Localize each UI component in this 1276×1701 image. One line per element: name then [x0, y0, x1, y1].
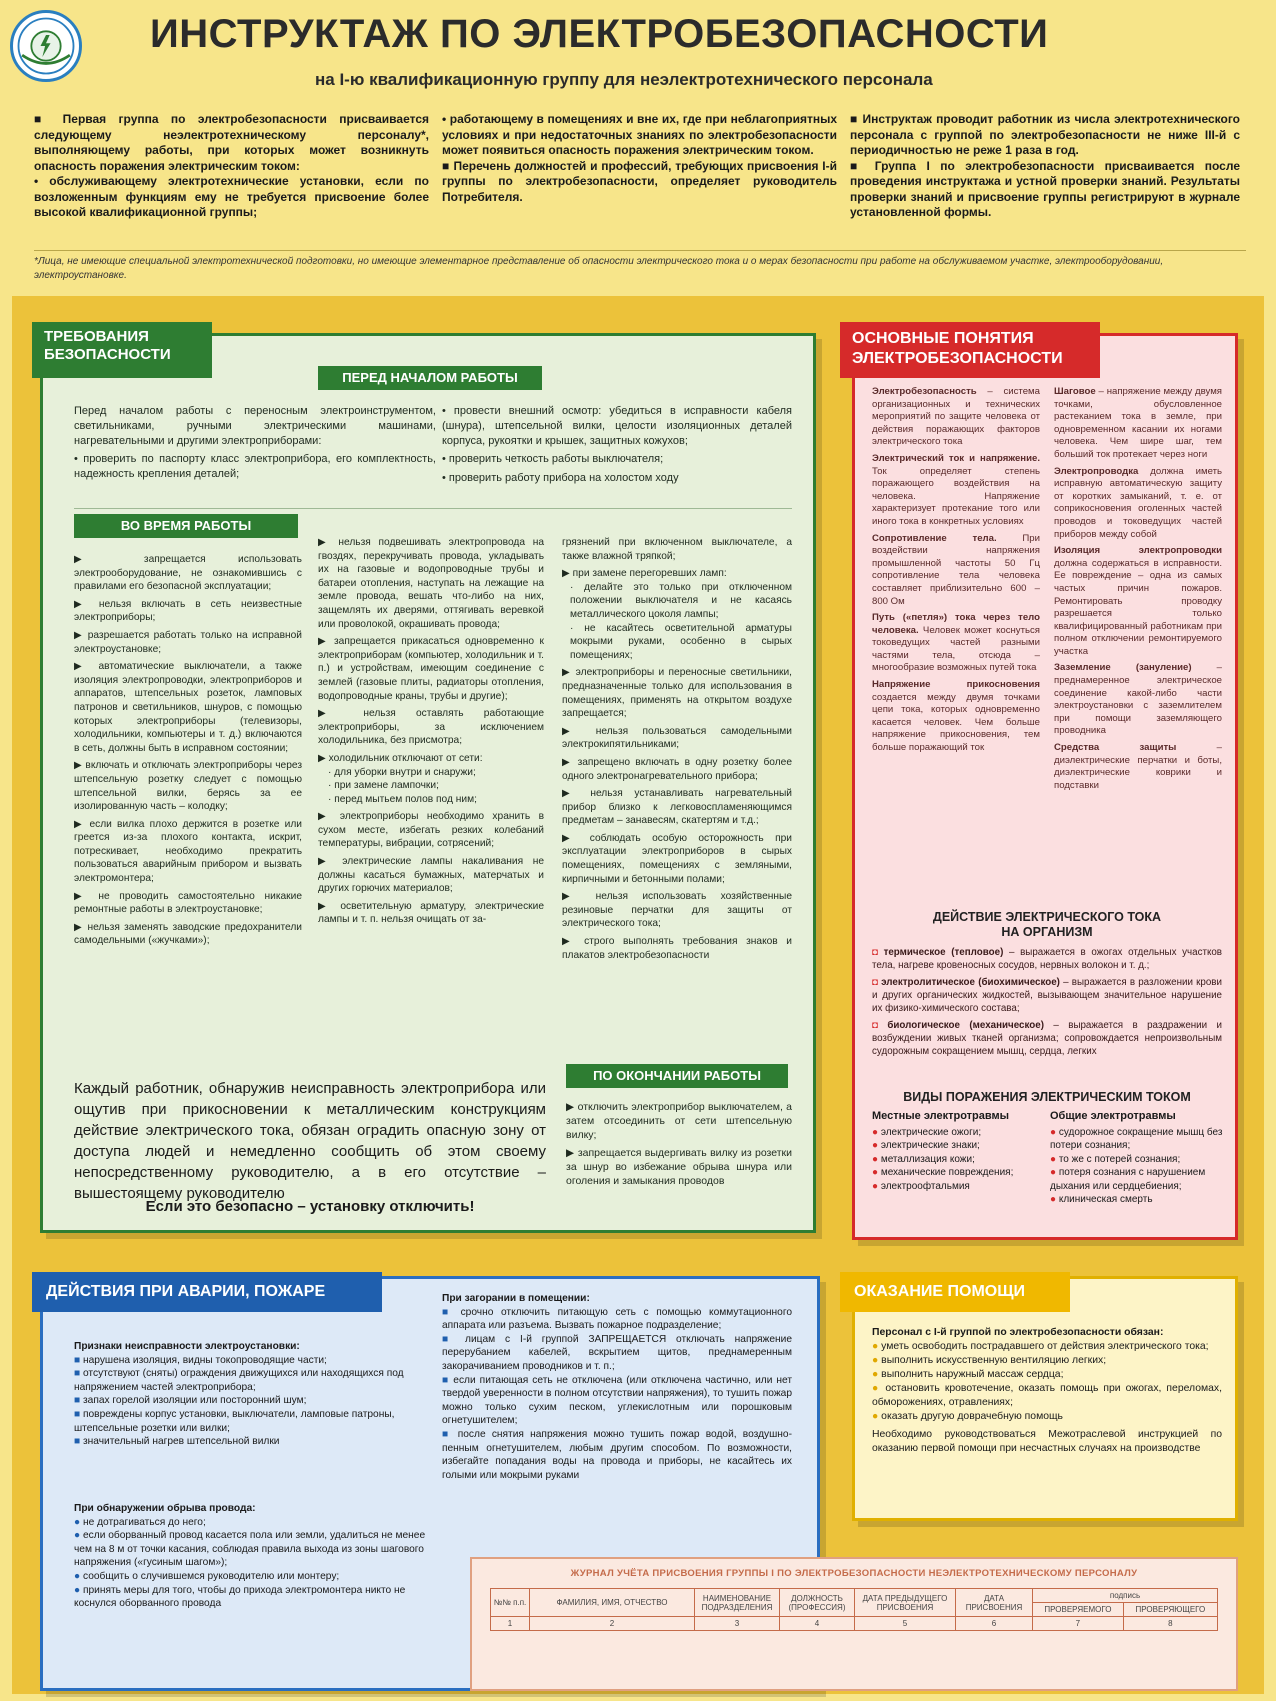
aid-item — [872, 1354, 1222, 1368]
concept-item — [872, 679, 1040, 755]
intro-column-1 — [34, 112, 429, 221]
aid-item — [872, 1410, 1222, 1424]
fault-item — [74, 1408, 436, 1435]
intro-paragraph: ■ Группа I по электробезопасности присваивается после проведения инструктажа и устной проверки знаний. Результаты проверки знаний и присвоение группы регистрируют в журнале установленной формы. — [850, 158, 1240, 219]
rule-item: · делайте это только при отключенном положении выключателя и не касаясь металлического цоколя лампы; — [570, 581, 792, 620]
concept-term: Средства защиты — [1054, 742, 1177, 754]
injury-text: механические повреждения; — [880, 1167, 1014, 1178]
dot-bullet-icon: ● — [872, 1140, 881, 1151]
rule-item: ▶ нельзя заменять заводские предохранители самодельными («жучками»); — [74, 921, 302, 947]
concept-text: – диэлектрические перчатки и боты, диэлектрические коврики и подставки — [1054, 742, 1222, 791]
rule-item: ▶ запрещается выдергивать вилку из розетки за шнур во избежание обрыва шнура или оголения и замыкания проводов — [566, 1147, 792, 1187]
fire-text: лицам с I-й группой ЗАПРЕЩАЕТСЯ отключать напряжение перерубанием кабелей, вскрытием щитов, преднамеренным закорачиванием проводников и т. п.; — [442, 1333, 793, 1372]
aid-text: уметь освободить пострадавшего от действия электрического тока; — [881, 1341, 1209, 1352]
concept-item — [1054, 466, 1222, 542]
page-title: ИНСТРУКТАЖ ПО ЭЛЕКТРОБЕЗОПАСНОСТИ — [150, 12, 1049, 56]
fault-text: запах горелой изоляции или посторонний шум; — [82, 1395, 307, 1407]
fault-item — [74, 1367, 436, 1394]
action-item — [872, 976, 1222, 1015]
local-injuries-title: Местные электротравмы — [872, 1110, 1010, 1122]
journal-table-wrap — [490, 1588, 1218, 1631]
aid-text: остановить кровотечение, оказать помощь при ожогах, переломах, обморожениях, отравлениях; — [872, 1383, 1222, 1408]
after-work-heading: ПО ОКОНЧАНИИ РАБОТЫ — [566, 1064, 788, 1088]
during-work-column-2 — [318, 536, 544, 931]
table-header-cell: ДОЛЖНОСТЬ (ПРОФЕССИЯ) — [780, 1589, 855, 1617]
rule-item: · не касайтесь осветительной арматуры мокрыми руками, особенно в сырых помещениях; — [570, 622, 792, 661]
rule-item: · перед мытьем полов под ним; — [328, 793, 477, 805]
concept-text: – система организационных и технических мероприятий по защите человека от действия поражающих факторов электрического тока — [872, 386, 1040, 448]
tab-line: ОСНОВНЫЕ ПОНЯТИЯ — [852, 330, 1034, 347]
concept-term: Электробезопасность — [872, 386, 977, 397]
journal-title: ЖУРНАЛ УЧЁТА ПРИСВОЕНИЯ ГРУППЫ I ПО ЭЛЕКТРОБЕЗОПАСНОСТИ НЕЭЛЕКТРОТЕХНИЧЕСКОМУ ПЕРСОНАЛУ — [570, 1568, 1138, 1579]
dot-bullet-icon: ● — [1050, 1126, 1059, 1138]
dot-bullet-icon: ● — [872, 1355, 882, 1366]
concept-item — [1054, 545, 1222, 658]
aid-item — [872, 1340, 1222, 1354]
table-row — [491, 1617, 1218, 1631]
break-item — [74, 1529, 436, 1570]
text-paragraph: • проверить четкость работы выключателя; — [442, 453, 664, 466]
fire-item — [442, 1333, 792, 1374]
square-bullet-icon: ◘ — [872, 1020, 888, 1031]
action-item — [872, 1019, 1222, 1058]
table-header-cell: ПРОВЕРЯЮЩЕГО — [1123, 1603, 1217, 1617]
break-item — [74, 1570, 436, 1584]
concept-text: должна содержаться в исправности. Ее повреждение – одна из самых частых причин пожаров. Ремонтировать проводку разрешается только квалифицированный работникам при полном отключении ремонтируемого участка — [1054, 557, 1222, 657]
table-header-cell: НАИМЕНОВАНИЕ ПОДРАЗДЕЛЕНИЯ — [695, 1589, 780, 1617]
rule-item: ▶ нельзя оставлять работающие электроприборы, за исключением холодильника, без присмотра; — [318, 708, 544, 747]
rule-item: ▶ запрещается использовать электрооборудование, не ознакомившись с правилами его безопасной эксплуатации; — [74, 554, 302, 593]
action-text: – выражается в разложении крови и других органических жидкостей, вызывающем значительное нарушение их физико-химического состава; — [872, 977, 1222, 1014]
injury-text: потеря сознания с нарушением дыхания или сердцебиения; — [1050, 1167, 1206, 1192]
fire-text: если питающая сеть не отключена (или отключена частично, или нет твердой уверенности в полном отсутствии напряжения), то тушить пожар можно только сухим песком, углекислотным или порошковым огнетушителем; — [442, 1374, 793, 1427]
first-aid-note: Необходимо руководствоваться Межотраслевой инструкцией по оказанию первой помощи при несчастных случаях на производстве — [872, 1429, 1222, 1454]
rule-item: ▶ нельзя подвешивать электропровода на гвоздях, перекручивать провода, укладывать их на газовые и водопроводные трубы и батареи отопления, наступать на лежащие на земле провода, вешать что-либо на них, защемлять их дверями, оттягивать веревкой или проволокой, окрашивать провода; — [318, 537, 544, 630]
footnote: *Лица, не имеющие специальной электротехнической подготовки, но имеющие элементарное представление об опасности электрического тока и о мерах безопасности при работе на обслуживаемом участке, электрооборудовании, электроустановке. — [34, 250, 1246, 283]
table-header-cell: №№ п.п. — [491, 1589, 530, 1617]
intro-paragraph: ■ Первая группа по электробезопасности присваивается следующему неэлектротехническому персоналу*, выполняющему работы, при которых может возникнуть опасность поражения электрическим током: — [34, 112, 429, 173]
dot-bullet-icon: ● — [872, 1369, 882, 1380]
fault-text: значительный нагрев штепсельной вилки — [82, 1436, 280, 1448]
fire-item — [442, 1428, 792, 1482]
fire-text: срочно отключить питающую сеть с помощью коммутационного аппарата или разъема. Вызвать пожарное подразделение; — [442, 1306, 792, 1332]
fault-item — [74, 1354, 436, 1368]
square-bullet-icon: ◘ — [872, 947, 884, 958]
square-bullet-icon: ■ — [442, 1306, 461, 1318]
intro-column-3 — [850, 112, 1240, 221]
fault-text: нарушена изоляция, видны токопроводящие части; — [82, 1354, 327, 1366]
concept-term: Заземление (зануление) — [1054, 662, 1192, 674]
first-aid-tab: ОКАЗАНИЕ ПОМОЩИ — [840, 1272, 1070, 1312]
rule-item: ▶ осветительную арматуру, электрические лампы и т. п. нельзя очищать от за- — [318, 900, 544, 926]
dot-bullet-icon: ● — [872, 1341, 882, 1352]
injury-item — [1050, 1153, 1224, 1167]
rule-item: ▶ строго выполнять требования знаков и плакатов электробезопасности — [562, 936, 792, 961]
square-bullet-icon: ■ — [442, 1333, 466, 1345]
rule-item: ▶ холодильник отключают от сети: — [318, 752, 483, 764]
rule-item: ▶ электроприборы и переносные светильники, предназначенные только для использования в помещениях, применять на открытом воздухе запрещается; — [562, 667, 792, 720]
during-work-column-1 — [74, 553, 302, 952]
dot-bullet-icon: ● — [74, 1584, 83, 1596]
tab-line: БЕЗОПАСНОСТИ — [44, 346, 171, 363]
intro-paragraph: • обслуживающему электротехнические установки, если по возложенным функциям ему не требуется присвоение более высокой квалификационной группы; — [34, 174, 429, 219]
fault-item — [74, 1394, 436, 1408]
text-paragraph: • проверить работу прибора на холостом ходу — [442, 472, 679, 485]
concept-item — [1054, 742, 1222, 792]
break-item — [74, 1584, 436, 1611]
before-work-left — [74, 404, 436, 486]
warning-text: Каждый работник, обнаружив неисправность электроприбора или ощутив при прикосновении к металлическим конструкциям действие электрического тока, обязан оградить опасную зону от доступа людей и немедленно сообщить об этом своему непосредственному руководителю, а в его отсутствие – вышестоящему руководителю — [74, 1080, 546, 1202]
injury-text: клиническая смерть — [1058, 1194, 1153, 1205]
rule-item: ▶ нельзя устанавливать нагревательный прибор близко к легковоспламеняющимся предметам – занавесям, скатертям и т.д.; — [562, 788, 792, 827]
square-bullet-icon: ■ — [74, 1354, 83, 1366]
dot-bullet-icon: ● — [872, 1167, 881, 1178]
injury-item — [872, 1166, 1042, 1180]
injury-item — [872, 1180, 1042, 1194]
rule-item: ▶ нельзя использовать хозяйственные резиновые перчатки для защиты от электрического тока; — [562, 891, 792, 930]
table-cell: 7 — [1033, 1617, 1124, 1631]
action-term: электролитическое (биохимическое) — [881, 977, 1060, 988]
dot-bullet-icon: ● — [74, 1570, 83, 1582]
safety-requirements-tab — [32, 322, 212, 378]
fire-actions — [442, 1292, 792, 1482]
square-bullet-icon: ■ — [74, 1368, 83, 1380]
concept-term: Напряжение прикосновения — [872, 679, 1040, 691]
rule-item: грязнений при включенном выключателе, а также влажной тряпкой; — [562, 537, 792, 562]
table-cell: 2 — [530, 1617, 695, 1631]
break-item — [74, 1516, 436, 1530]
rule-item: ▶ электроприборы необходимо хранить в сухом месте, избегать резких колебаний температуры, вибрации, сотрясений; — [318, 811, 544, 850]
injury-item — [1050, 1193, 1224, 1207]
fault-text: отсутствуют (сняты) ограждения движущихся или находящихся под напряжением частей электроприбора; — [74, 1368, 404, 1393]
intro-paragraph: • работающему в помещениях и вне их, где при неблагоприятных условиях и при недостаточных знаниях по электробезопасности может появиться опасность поражения электрическим током. — [442, 112, 837, 157]
aid-item — [872, 1368, 1222, 1382]
table-header-cell: ДАТА ПРЕДЫДУЩЕГО ПРИСВОЕНИЯ — [855, 1589, 956, 1617]
square-bullet-icon: ■ — [74, 1408, 83, 1420]
action-text: – выражается в ожогах отдельных участков тела, нагреве кровеносных сосудов, нервных волокон и т. д.; — [872, 947, 1223, 971]
general-injuries — [1050, 1110, 1224, 1207]
table-cell: 1 — [491, 1617, 530, 1631]
dot-bullet-icon: ● — [1050, 1153, 1059, 1165]
table-header-cell: ДАТА ПРИСВОЕНИЯ — [956, 1589, 1033, 1617]
break-text: не дотрагиваться до него; — [82, 1516, 206, 1528]
text-paragraph: Перед началом работы с переносным электроинструментом, светильниками, ручными электрическими машинами, нагревательными и другими электроприборами: — [74, 405, 436, 447]
concept-term: Электрический ток и напряжение. — [872, 452, 1040, 464]
text-paragraph: • проверить по паспорту класс электроприбора, его комплектность, надежность крепления деталей; — [74, 453, 436, 481]
injury-text: электрические ожоги; — [880, 1126, 982, 1138]
rule-item: · при замене лампочки; — [328, 780, 439, 792]
concept-text: – преднамеренное электрическое соединение какой-либо части электроустановки с заземлителем при помощи заземляющего проводника — [1054, 662, 1222, 737]
injury-text: то же с потерей сознания; — [1058, 1153, 1181, 1165]
break-text: принять меры для того, чтобы до прихода электромонтера никто не коснулся оборванного провода — [74, 1584, 406, 1610]
concept-text: создается между двумя точками цепи тока, которых одновременно касается человек. Чем больше напряжение прикосновения, тем больше поражающий ток — [872, 691, 1040, 754]
concept-term: Изоляция электропроводки — [1054, 545, 1222, 557]
tab-line: ЭЛЕКТРОБЕЗОПАСНОСТИ — [852, 350, 1063, 367]
square-bullet-icon: ■ — [442, 1428, 458, 1440]
current-action-list — [872, 946, 1222, 1062]
concepts-right-column — [1054, 386, 1222, 796]
concept-item — [872, 453, 1040, 529]
intro-paragraph: ■ Инструктаж проводит работник из числа электротехнического персонала с группой по электробезопасности не ниже III-й с периодичностью не реже 1 раза в год. — [850, 112, 1240, 157]
first-aid-intro: Персонал с I-й группой по электробезопасности обязан: — [872, 1327, 1164, 1338]
table-cell: 3 — [695, 1617, 780, 1631]
table-cell: 5 — [855, 1617, 956, 1631]
general-injuries-title: Общие электротравмы — [1050, 1110, 1176, 1122]
wire-break — [74, 1502, 436, 1611]
current-action-heading — [872, 910, 1222, 940]
heading-line: НА ОРГАНИЗМ — [1001, 925, 1093, 939]
rule-item: ▶ не проводить самостоятельно никакие ремонтные работы в электроустановке; — [74, 890, 302, 916]
concept-item — [1054, 386, 1222, 462]
action-term: термическое (тепловое) — [883, 947, 1004, 958]
concept-term: Путь («петля») тока через тело человека. — [872, 612, 1040, 636]
emergency-tab: ДЕЙСТВИЯ ПРИ АВАРИИ, ПОЖАРЕ — [32, 1272, 382, 1312]
table-header-cell: ФАМИЛИЯ, ИМЯ, ОТЧЕСТВО — [530, 1589, 695, 1617]
dot-bullet-icon: ● — [872, 1180, 881, 1192]
local-injuries — [872, 1110, 1042, 1193]
square-bullet-icon: ■ — [74, 1395, 83, 1407]
concept-item — [872, 533, 1040, 609]
concept-item — [872, 612, 1040, 675]
rule-item: ▶ запрещено включать в одну розетку более одного электронагревательного прибора; — [562, 756, 792, 782]
rule-item: ▶ соблюдать особую осторожность при эксплуатации электроприборов в сырых помещениях, помещениях с земляными, кирпичными и бетонными полами; — [562, 832, 792, 885]
dot-bullet-icon: ● — [872, 1126, 881, 1138]
divider — [74, 508, 792, 509]
fire-text: после снятия напряжения можно тушить пожар водой, воздушно-пенным огнетушителем, любым другим способом. По возможности, избегайте попадания воды на провода и приборы, не касайтесь их голыми или мокрыми руками — [442, 1428, 792, 1481]
action-item — [872, 946, 1222, 972]
square-bullet-icon: ■ — [442, 1374, 454, 1386]
dot-bullet-icon: ● — [1050, 1167, 1059, 1178]
injury-item — [872, 1126, 1042, 1140]
intro-column-2 — [442, 112, 837, 205]
fault-signs-title: Признаки неисправности электроустановки: — [74, 1341, 300, 1352]
dot-bullet-icon: ● — [74, 1516, 83, 1528]
basic-concepts-tab — [840, 322, 1100, 378]
concept-text: – напряжение между двумя точками, обусловленное растеканием тока в земле, при одновременном касании их ногами человека. Чем шире шаг, тем больший ток протекает через ноги — [1054, 386, 1222, 460]
rule-item: ▶ электрические лампы накаливания не должны касаться бумажных, матерчатых и других горючих материалов; — [318, 856, 544, 895]
aid-text: оказать другую доврачебную помощь — [881, 1411, 1063, 1422]
concept-term: Сопротивление тела. — [872, 532, 997, 544]
injury-text: электрические знаки; — [880, 1140, 980, 1151]
injury-item — [872, 1153, 1042, 1167]
injury-item — [872, 1139, 1042, 1153]
rule-item: ▶ разрешается работать только на исправной электроустановке; — [74, 629, 302, 655]
logo-emblem-icon — [13, 13, 79, 79]
dot-bullet-icon: ● — [872, 1411, 882, 1422]
fire-item — [442, 1374, 792, 1428]
concept-item — [1054, 662, 1222, 738]
fault-text: повреждены корпус установки, выключатели, ламповые патроны, штепсельные розетки или вилки; — [74, 1408, 395, 1434]
aid-text: выполнить искусственную вентиляцию легких; — [881, 1355, 1107, 1366]
during-work-heading: ВО ВРЕМЯ РАБОТЫ — [74, 514, 298, 538]
dot-bullet-icon: ● — [872, 1153, 881, 1165]
rule-item: ▶ отключить электроприбор выключателем, а затем отсоединить от сети штепсельную вилку; — [566, 1101, 792, 1141]
injury-text: металлизация кожи; — [880, 1153, 975, 1165]
fire-title: При загорании в помещении: — [442, 1293, 590, 1304]
rule-item: ▶ нельзя включать в сеть неизвестные электроприборы; — [74, 598, 302, 624]
before-work-right — [442, 404, 792, 490]
concept-term: Шаговое — [1054, 386, 1096, 397]
action-text: – выражается в раздражении и возбуждении живых тканей организма; сопровождается непроизвольным судорожным сокращением мышц, сердца, легких — [872, 1020, 1222, 1057]
intro-paragraph: ■ Перечень должностей и профессий, требующих присвоения I-й группы по электробезопасности, определяет руководитель Потребителя. — [442, 158, 837, 204]
dot-bullet-icon: ● — [872, 1383, 886, 1394]
text-paragraph: • провести внешний осмотр: убедиться в исправности кабеля (шнура), штепсельной вилки, целости изоляционных деталей корпуса, рукоятки и крышек, защитных кожухов; — [442, 405, 792, 447]
aid-text: выполнить наружный массаж сердца; — [881, 1369, 1064, 1380]
concept-text: Ток определяет степень поражающего воздействия на человека. Напряжение характеризует протекание того или иного тока в конкретных условиях — [872, 465, 1040, 527]
square-bullet-icon: ■ — [74, 1436, 83, 1448]
tab-line: ТРЕБОВАНИЯ — [44, 328, 149, 345]
concepts-left-column — [872, 386, 1040, 759]
action-term: биологическое (механическое) — [887, 1020, 1044, 1031]
journal-table — [490, 1588, 1218, 1631]
table-cell: 6 — [956, 1617, 1033, 1631]
before-work-heading: ПЕРЕД НАЧАЛОМ РАБОТЫ — [318, 366, 542, 390]
injury-text: судорожное сокращение мышц без потери сознания; — [1050, 1126, 1223, 1151]
square-bullet-icon: ◘ — [872, 977, 882, 988]
dot-bullet-icon: ● — [1050, 1194, 1059, 1205]
injury-text: электроофтальмия — [880, 1180, 970, 1192]
aid-item — [872, 1382, 1222, 1410]
during-work-column-3 — [562, 536, 792, 966]
table-cell: 4 — [780, 1617, 855, 1631]
concept-term: Электропроводка — [1054, 465, 1139, 477]
concept-text: При воздействии напряжения промышленной частоты 50 Гц сопротивление тела человека составляет приблизительно 600 – 800 Ом — [872, 532, 1040, 607]
concept-text: Человек может коснуться токоведущих частей разными частями тела, отсюда – многообразие возможных путей тока — [872, 624, 1040, 674]
fire-item — [442, 1306, 792, 1333]
table-header-cell: ПРОВЕРЯЕМОГО — [1033, 1603, 1124, 1617]
dot-bullet-icon: ● — [74, 1530, 83, 1542]
wire-break-title: При обнаружении обрыва провода: — [74, 1503, 256, 1514]
rule-item: ▶ при замене перегоревших ламп: — [562, 568, 727, 580]
rule-item: ▶ если вилка плохо держится в розетке или греется из-за плохого контакта, искрит, потрескивает, необходимо прекратить пользоваться аварийным прибором и вызвать электромонтера; — [74, 818, 302, 885]
logo — [10, 10, 82, 82]
rule-item: ▶ нельзя пользоваться самодельными электрокипятильниками; — [562, 725, 792, 751]
fault-signs — [74, 1340, 436, 1449]
warning-final: Если это безопасно – установку отключить! — [145, 1198, 475, 1215]
after-work-items — [566, 1100, 792, 1192]
injury-item — [1050, 1166, 1224, 1193]
concept-item — [872, 386, 1040, 449]
break-text: сообщить о случившемся руководителю или монтеру; — [82, 1570, 340, 1582]
table-cell: 8 — [1123, 1617, 1217, 1631]
page-subtitle: на I-ю квалификационную группу для неэлектротехнического персонала — [315, 70, 933, 89]
heading-line: ДЕЙСТВИЕ ЭЛЕКТРИЧЕСКОГО ТОКА — [932, 910, 1162, 924]
rule-item: · для уборки внутри и снаружи; — [328, 766, 476, 778]
table-header-cell: подпись — [1033, 1589, 1218, 1603]
rule-item: ▶ включать и отключать электроприборы через штепсельную розетку следует с помощью штепсельной вилки, берясь за ее изолированную часть – колодку; — [74, 760, 302, 813]
first-aid-content — [872, 1326, 1222, 1456]
injury-item — [1050, 1126, 1224, 1153]
rule-item: ▶ автоматические выключатели, а также изоляция электропроводки, электроприборов и аппаратов, штепсельных розеток, ламповых патронов и светильников, шнуров, с помощью которых электроприборы (телевизоры, холодильники, компьютеры и т. д.) включаются в сеть, должны быть в исправном состоянии; — [74, 661, 302, 754]
injury-types-heading: ВИДЫ ПОРАЖЕНИЯ ЭЛЕКТРИЧЕСКИМ ТОКОМ — [903, 1090, 1191, 1104]
break-text: если оборванный провод касается пола или земли, удалиться не менее чем на 8 м от точки касания, соблюдая правила выхода из зоны шагового напряжения («гусиным шагом»); — [74, 1530, 426, 1569]
concept-text: должна иметь исправную автоматическую защиту от коротких замыканий, т. е. от соприкосновения оголенных частей проводов и токоведущих частей приборов между собой — [1054, 465, 1222, 540]
rule-item: ▶ запрещается прикасаться одновременно к электроприборам (компьютер, холодильник и т. п.) и устройствам, имеющим соединение с землей (газовые плиты, радиаторы отопления, водопроводные краны, трубы и другие); — [318, 636, 544, 702]
fault-item — [74, 1435, 436, 1449]
